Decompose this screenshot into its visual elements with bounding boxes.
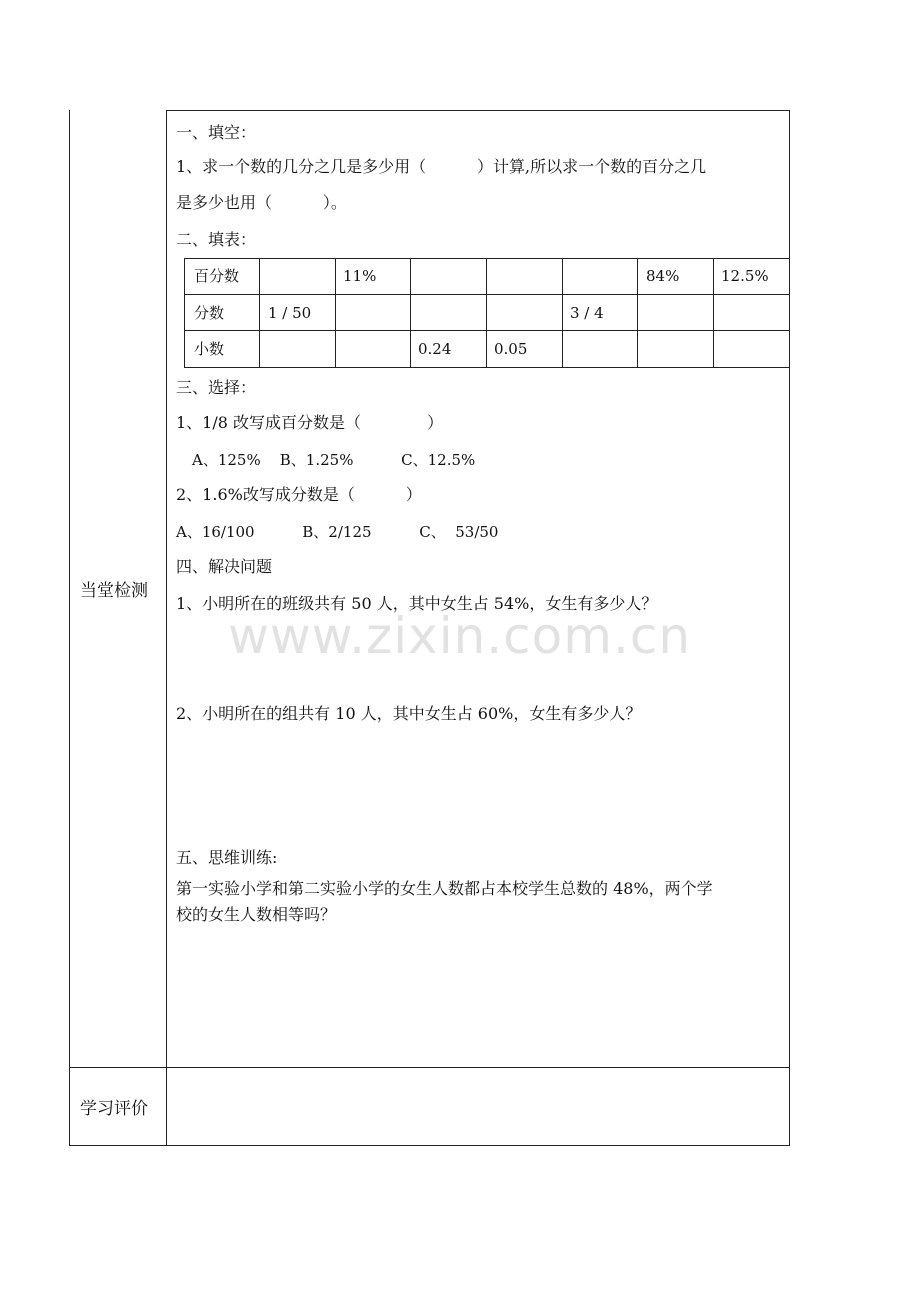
label-column-divider	[166, 110, 167, 1146]
cell: 84%	[646, 267, 680, 285]
cell: 12.5%	[721, 267, 769, 285]
cell: 1 / 50	[268, 304, 312, 322]
section1-line1: 1、求一个数的几分之几是多少用（ ）计算,所以求一个数的百分之几	[176, 157, 707, 176]
cell: 0.05	[494, 340, 528, 358]
section2-title: 二、填表：	[176, 230, 257, 249]
watermark: www.zixin.com.cn	[228, 607, 692, 665]
section4-title: 四、解决问题	[176, 557, 273, 576]
section5-line2: 校的女生人数相等吗？	[176, 905, 337, 924]
right-border	[789, 110, 790, 1146]
section3-q1: 1、1/8 改写成百分数是（ ）	[176, 413, 444, 432]
row-divider	[69, 1067, 790, 1068]
practice-label: 当堂检测	[80, 581, 148, 601]
row-label-decimal: 小数	[194, 340, 225, 358]
cell: 11%	[343, 267, 377, 285]
row-label-fraction: 分数	[194, 304, 225, 322]
row-label-percent: 百分数	[194, 267, 240, 285]
left-border	[69, 110, 70, 1146]
bottom-border	[69, 1145, 790, 1146]
section3-title: 三、选择：	[176, 378, 257, 397]
evaluation-label: 学习评价	[80, 1099, 148, 1119]
top-border	[166, 110, 790, 111]
section5-line1: 第一实验小学和第二实验小学的女生人数都占本校学生总数的 48%，两个学	[176, 879, 713, 898]
section3-q2: 2、1.6%改写成分数是（ ）	[176, 485, 422, 504]
fill-table	[184, 258, 789, 368]
section5-title: 五、思维训练:	[176, 848, 278, 867]
section1-title: 一、填空：	[176, 123, 257, 142]
section1-line2: 是多少也用（ ）。	[176, 193, 347, 212]
section3-q1-options: A、125% B、1.25% C、12.5%	[192, 451, 476, 469]
cell: 0.24	[418, 340, 452, 358]
section4-q1: 1、小明所在的班级共有 50 人，其中女生占 54%，女生有多少人？	[176, 594, 658, 613]
cell: 3 / 4	[570, 304, 604, 322]
section3-q2-options: A、16/100 B、2/125 C、 53/50	[176, 523, 499, 541]
section4-q2: 2、小明所在的组共有 10 人，其中女生占 60%，女生有多少人？	[176, 704, 642, 723]
